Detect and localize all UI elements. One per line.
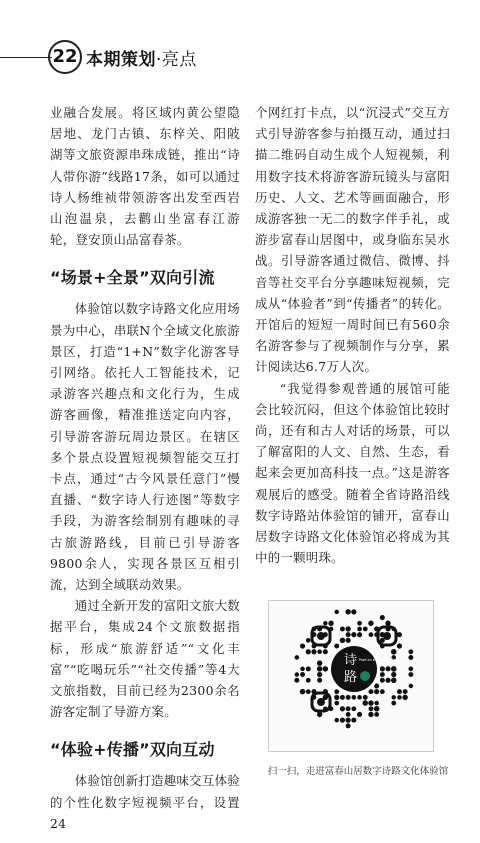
left-paragraph-4: 体验馆创新打造趣味交互体验的个性化数字短视频平台，设置24 [50, 773, 240, 831]
qr-logo-en: Poet on the Poetry Road [359, 658, 400, 662]
section-title-main: 本期策划 [86, 50, 156, 70]
right-column [255, 102, 450, 568]
page-header [0, 36, 480, 80]
left-paragraph-3: 通过全新开发的富阳文旅大数据平台，集成24个文旅数据指标，形成“旅游舒适”“文化丰富”“吃喝玩乐”“社交传播”等4大文旅指数，目前已经为2300余名游客定制了导游方案。 [50, 598, 240, 720]
qr-logo-char-2: 路 [344, 670, 358, 685]
left-paragraph-1: 业融合发展。将区域内黄公望隐居地、龙门古镇、东梓关、阳陂湖等文旅资源串珠成链，推出“诗人带你游”线路17条，如可以通过诗人杨维祯带领游客出发至西岩山泡温泉，去鹳山坐富春江游轮，登安顶山品富春茶。 [50, 105, 240, 248]
right-paragraph-2: “我觉得参观普通的展馆可能会比较沉闷，但这个体验馆比较时尚，还有和古人对话的场景，可以了解富阳的人文、自然、生态，看起来会更加高科技一点。”这是游客观展后的感受。随着全省诗路沿线数字诗路站体验馆的铺开，富春山居数字诗路文化体验馆必将成为其中的一颗明珠。 [255, 380, 450, 566]
left-column [50, 102, 240, 834]
section-separator: · [156, 50, 162, 70]
right-paragraph-1: 个网红打卡点，以“沉浸式”交互方式引导游客参与拍摄互动，通过扫描二维码自动生成个人短视频，利用数字技术将游客游玩镜头与富阳历史、人文、艺术等画面融合，形成游客独一无二的数字伴手礼，或游步富春山居图中，或身临东吴水战。引导游客通过微信、微博、抖音等社交平台分享趣味短视频，完成从“体验者”到“传播者”的转化。开馆后的短短一周时间已有560余名游客参与了视频制作与分享，累计阅读达6.7万人次。 [255, 105, 450, 375]
subheading-scene: “场景+全景”双向引流 [50, 268, 215, 288]
qr-caption: 扫一扫，走进富春山居数字诗路文化体验馆 [267, 766, 449, 777]
qr-logo-dot [360, 671, 370, 681]
left-paragraph-2: 体验馆以数字诗路文化应用场景为中心，串联N个全域文化旅游景区，打造“1+N”数字化游客导引网络。依托人工智能技术，记录游客兴趣点和文化行为，生成游客画像，精准推送定向内容，引导游客游玩周边景区。在辖区多个景点设置短视频智能交互打卡点，通过“古今风景任意门”慢直播、“数字诗人行迹图”等数字手段，为游客绘制别有趣味的寻古旅游路线，目前已引导游客9800余人，实现各景区互相引流，达到全域联动效果。 [50, 301, 240, 593]
section-subtitle: 亮点 [161, 50, 197, 70]
qr-code[interactable] [291, 606, 417, 732]
page-number: 22 [48, 40, 82, 74]
subheading-experience: “体验+传播”双向互动 [50, 740, 215, 760]
header-rule [0, 57, 52, 58]
qr-logo-char-1: 诗 [344, 653, 358, 668]
qr-code-panel [268, 600, 434, 752]
section-title [86, 45, 197, 70]
